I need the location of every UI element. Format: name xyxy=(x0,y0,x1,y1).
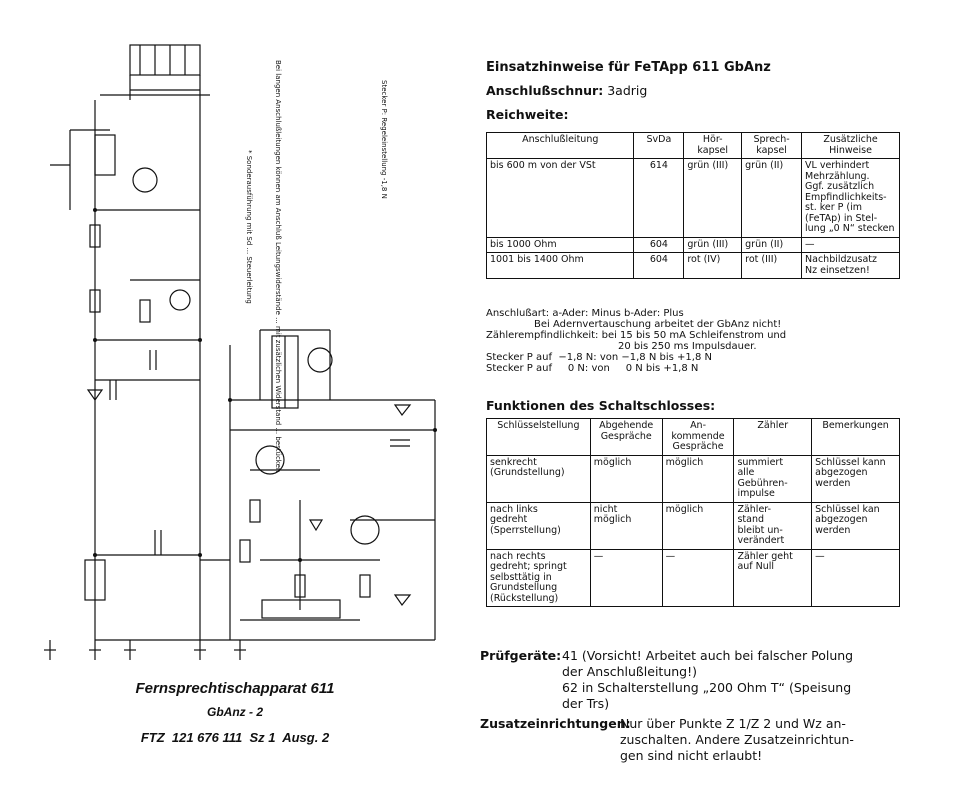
functions-table-header-cell: Abgehende Gespräche xyxy=(590,419,662,456)
functions-table-row xyxy=(487,455,900,502)
range-heading: Reichweite: xyxy=(486,107,569,122)
extras-line-3: gen sind nicht erlaubt! xyxy=(620,748,763,763)
functions-table xyxy=(486,418,900,607)
note-plug-1: Stecker P auf −1,8 N: von −1,8 N bis +1,8 N xyxy=(486,352,712,363)
test-label: Prüfgeräte: xyxy=(480,648,562,663)
range-table-cell: 604 xyxy=(634,237,684,253)
circuit-schematic xyxy=(0,0,470,680)
functions-table-cell: nach links gedreht (Sperrstellung) xyxy=(487,502,591,549)
note-polarity: Bei Adernvertauschung arbeitet der GbAnz nicht! xyxy=(534,319,782,330)
extras-line-2: zuschalten. Andere Zusatzeinrichtun- xyxy=(620,732,854,747)
range-table-cell: bis 600 m von der VSt xyxy=(487,159,634,238)
cord-value: 3adrig xyxy=(607,83,648,98)
range-table-cell: rot (III) xyxy=(742,253,802,279)
functions-table-header-row xyxy=(487,419,900,456)
schematic-note-3: Stecker P: Regeleinstellung -1,8 N xyxy=(380,80,388,199)
instruction-sheet xyxy=(480,0,954,806)
functions-table-header-cell: Zähler xyxy=(734,419,812,456)
range-table-header-cell: Zusätzliche Hinweise xyxy=(802,133,900,159)
test-lines xyxy=(562,648,952,712)
cord-label: Anschlußschnur: xyxy=(486,83,604,98)
range-table-cell: grün (III) xyxy=(684,237,742,253)
range-table-cell: rot (IV) xyxy=(684,253,742,279)
schematic-subtitle: GbAnz - 2 xyxy=(207,705,263,719)
functions-table-cell: nicht möglich xyxy=(590,502,662,549)
range-table-row xyxy=(487,159,900,238)
functions-table-cell: möglich xyxy=(590,455,662,502)
functions-table-cell: Zähler geht auf Null xyxy=(734,549,812,607)
schematic-note-1: * Sonderausführung mit Sd ... Steuerleitung xyxy=(245,150,253,304)
range-table-cell: VL verhindert Mehrzählung. Ggf. zusätzlich Empfindlichkeits- st. ker P (im (FeTAp) in Stel- lung „0 N“ stecken xyxy=(802,159,900,238)
doc-title: Einsatzhinweise für FeTApp 611 GbAnz xyxy=(486,60,771,75)
range-table-row xyxy=(487,253,900,279)
functions-table-cell: — xyxy=(662,549,734,607)
note-plug-2: Stecker P auf 0 N: von 0 N bis +1,8 N xyxy=(486,363,699,374)
notes-block xyxy=(486,308,926,374)
range-table-cell: 604 xyxy=(634,253,684,279)
range-table-header-row xyxy=(487,133,900,159)
range-table-header-cell: SvDa xyxy=(634,133,684,159)
functions-table-cell: Schlüssel kan abgezogen werden xyxy=(812,502,900,549)
range-table-row xyxy=(487,237,900,253)
functions-table-header-cell: An- kommende Gespräche xyxy=(662,419,734,456)
functions-table-cell: — xyxy=(812,549,900,607)
note-connection: Anschlußart: a-Ader: Minus b-Ader: Plus xyxy=(486,308,684,319)
functions-table-cell: möglich xyxy=(662,455,734,502)
functions-table-header-cell: Schlüsselstellung xyxy=(487,419,591,456)
range-table-header-cell: Anschlußleitung xyxy=(487,133,634,159)
functions-table-row xyxy=(487,549,900,607)
note-pulse: 20 bis 250 ms Impulsdauer. xyxy=(618,341,757,352)
range-table-cell: bis 1000 Ohm xyxy=(487,237,634,253)
range-table-cell: grün (II) xyxy=(742,159,802,238)
extras-label: Zusatzeinrichtungen: xyxy=(480,716,631,731)
range-table-cell: 1001 bis 1400 Ohm xyxy=(487,253,634,279)
range-table-header-cell: Hör- kapsel xyxy=(684,133,742,159)
extras-lines xyxy=(620,716,950,764)
range-table-cell: 614 xyxy=(634,159,684,238)
schematic-reference: FTZ 121 676 111 Sz 1 Ausg. 2 xyxy=(140,730,330,745)
cord-line xyxy=(486,83,647,98)
range-table-cell: grün (III) xyxy=(684,159,742,238)
range-table-cell: grün (II) xyxy=(742,237,802,253)
range-table-header-cell: Sprech- kapsel xyxy=(742,133,802,159)
functions-heading: Funktionen des Schaltschlosses: xyxy=(486,398,716,413)
test-line-4: der Trs) xyxy=(562,696,610,711)
test-line-3: 62 in Schalterstellung „200 Ohm T“ (Speisung xyxy=(562,680,852,695)
functions-table-cell: senkrecht (Grundstellung) xyxy=(487,455,591,502)
functions-table-cell: Zähler- stand bleibt un- verändert xyxy=(734,502,812,549)
range-table-cell: — xyxy=(802,237,900,253)
schematic-note-2: Bei langen Anschlußleitungen können am Anschluß Leitungswiderstände ... mit zusätzlichen Widerstand ... bestücken xyxy=(274,60,282,473)
functions-table-row xyxy=(487,502,900,549)
functions-table-cell: summiert alle Gebühren- impulse xyxy=(734,455,812,502)
test-line-1: 41 (Vorsicht! Arbeitet auch bei falscher Polung xyxy=(562,648,854,663)
range-table-cell: Nachbildzusatz Nz einsetzen! xyxy=(802,253,900,279)
functions-table-cell: Schlüssel kann abgezogen werden xyxy=(812,455,900,502)
range-table xyxy=(486,132,900,279)
functions-table-cell: möglich xyxy=(662,502,734,549)
test-line-2: der Anschlußleitung!) xyxy=(562,664,697,679)
functions-table-header-cell: Bemerkungen xyxy=(812,419,900,456)
note-sensitivity: Zählerempfindlichkeit: bei 15 bis 50 mA Schleifenstrom und xyxy=(486,330,787,341)
schematic-title: Fernsprechtischapparat 611 xyxy=(135,680,335,697)
extras-line-1: Nur über Punkte Z 1/Z 2 und Wz an- xyxy=(620,716,846,731)
functions-table-cell: — xyxy=(590,549,662,607)
functions-table-cell: nach rechts gedreht; springt selbsttätig in Grundstellung (Rückstellung) xyxy=(487,549,591,607)
